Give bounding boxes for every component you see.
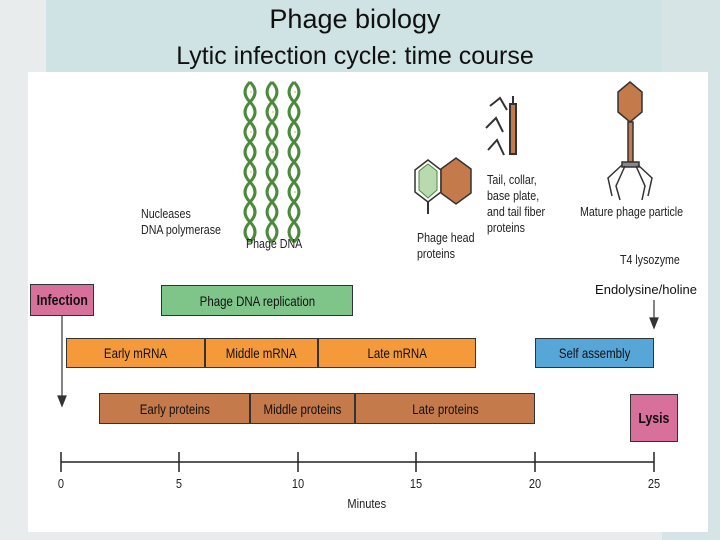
lysis-bar bbox=[630, 394, 678, 442]
tail-label-line4: proteins bbox=[487, 220, 525, 235]
slide-subtitle: Lytic infection cycle: time course bbox=[176, 42, 534, 70]
tick-label-10: 10 bbox=[291, 476, 305, 491]
self-assembly-bar bbox=[535, 338, 654, 368]
middle-mrna-label: Middle mRNA bbox=[226, 345, 297, 361]
early-mrna-label: Early mRNA bbox=[103, 345, 168, 361]
tail-label-line2: base plate, bbox=[487, 188, 540, 203]
infection-bar-label: Infection bbox=[36, 291, 88, 309]
nucleases-label: Nucleases bbox=[141, 206, 191, 221]
tail-label-line1: Tail, collar, bbox=[487, 172, 537, 187]
phage-head-label-line1: Phage head bbox=[417, 230, 475, 245]
axis-title: Minutes bbox=[347, 496, 387, 511]
infection-bar bbox=[30, 284, 94, 316]
early-proteins-bar bbox=[99, 393, 250, 424]
slide-title: Phage biology bbox=[269, 4, 441, 34]
tail-parts-icon bbox=[486, 96, 516, 155]
phage-dna-label: Phage DNA bbox=[246, 236, 303, 251]
mature-phage-icon bbox=[608, 82, 652, 200]
late-proteins-label: Late proteins bbox=[411, 400, 479, 417]
tick-label-5: 5 bbox=[175, 476, 183, 491]
phage-head-icon bbox=[415, 158, 471, 214]
tick-label-25: 25 bbox=[647, 476, 661, 491]
tick-label-15: 15 bbox=[409, 476, 423, 491]
late-proteins-bar bbox=[355, 393, 535, 424]
early-mrna-bar bbox=[66, 338, 205, 368]
dna-replication-label: Phage DNA replication bbox=[199, 292, 315, 309]
tick-label-20: 20 bbox=[528, 476, 542, 491]
mature-phage-label: Mature phage particle bbox=[580, 204, 684, 219]
phage-head-label-line2: proteins bbox=[417, 246, 455, 261]
middle-proteins-label: Middle proteins bbox=[263, 400, 342, 417]
late-mrna-bar bbox=[318, 338, 476, 368]
late-mrna-label: Late mRNA bbox=[367, 345, 427, 361]
lysozyme-arrow bbox=[650, 300, 658, 328]
time-axis bbox=[61, 452, 654, 472]
dna-polymerase-label: DNA polymerase bbox=[141, 222, 221, 237]
tick-label-0: 0 bbox=[57, 476, 65, 491]
infection-arrow bbox=[58, 316, 66, 406]
dna-replication-bar bbox=[161, 285, 353, 316]
endolysine-label: Endolysine/holine bbox=[588, 278, 704, 300]
phage-dna-icon bbox=[245, 82, 299, 242]
lysis-label: Lysis bbox=[638, 409, 670, 427]
t4-lysozyme-label: T4 lysozyme bbox=[620, 252, 680, 267]
self-assembly-label: Self assembly bbox=[558, 345, 631, 361]
middle-proteins-bar bbox=[250, 393, 355, 424]
early-proteins-label: Early proteins bbox=[139, 400, 210, 417]
middle-mrna-bar bbox=[205, 338, 318, 368]
tail-label-line3: and tail fiber bbox=[487, 204, 546, 219]
